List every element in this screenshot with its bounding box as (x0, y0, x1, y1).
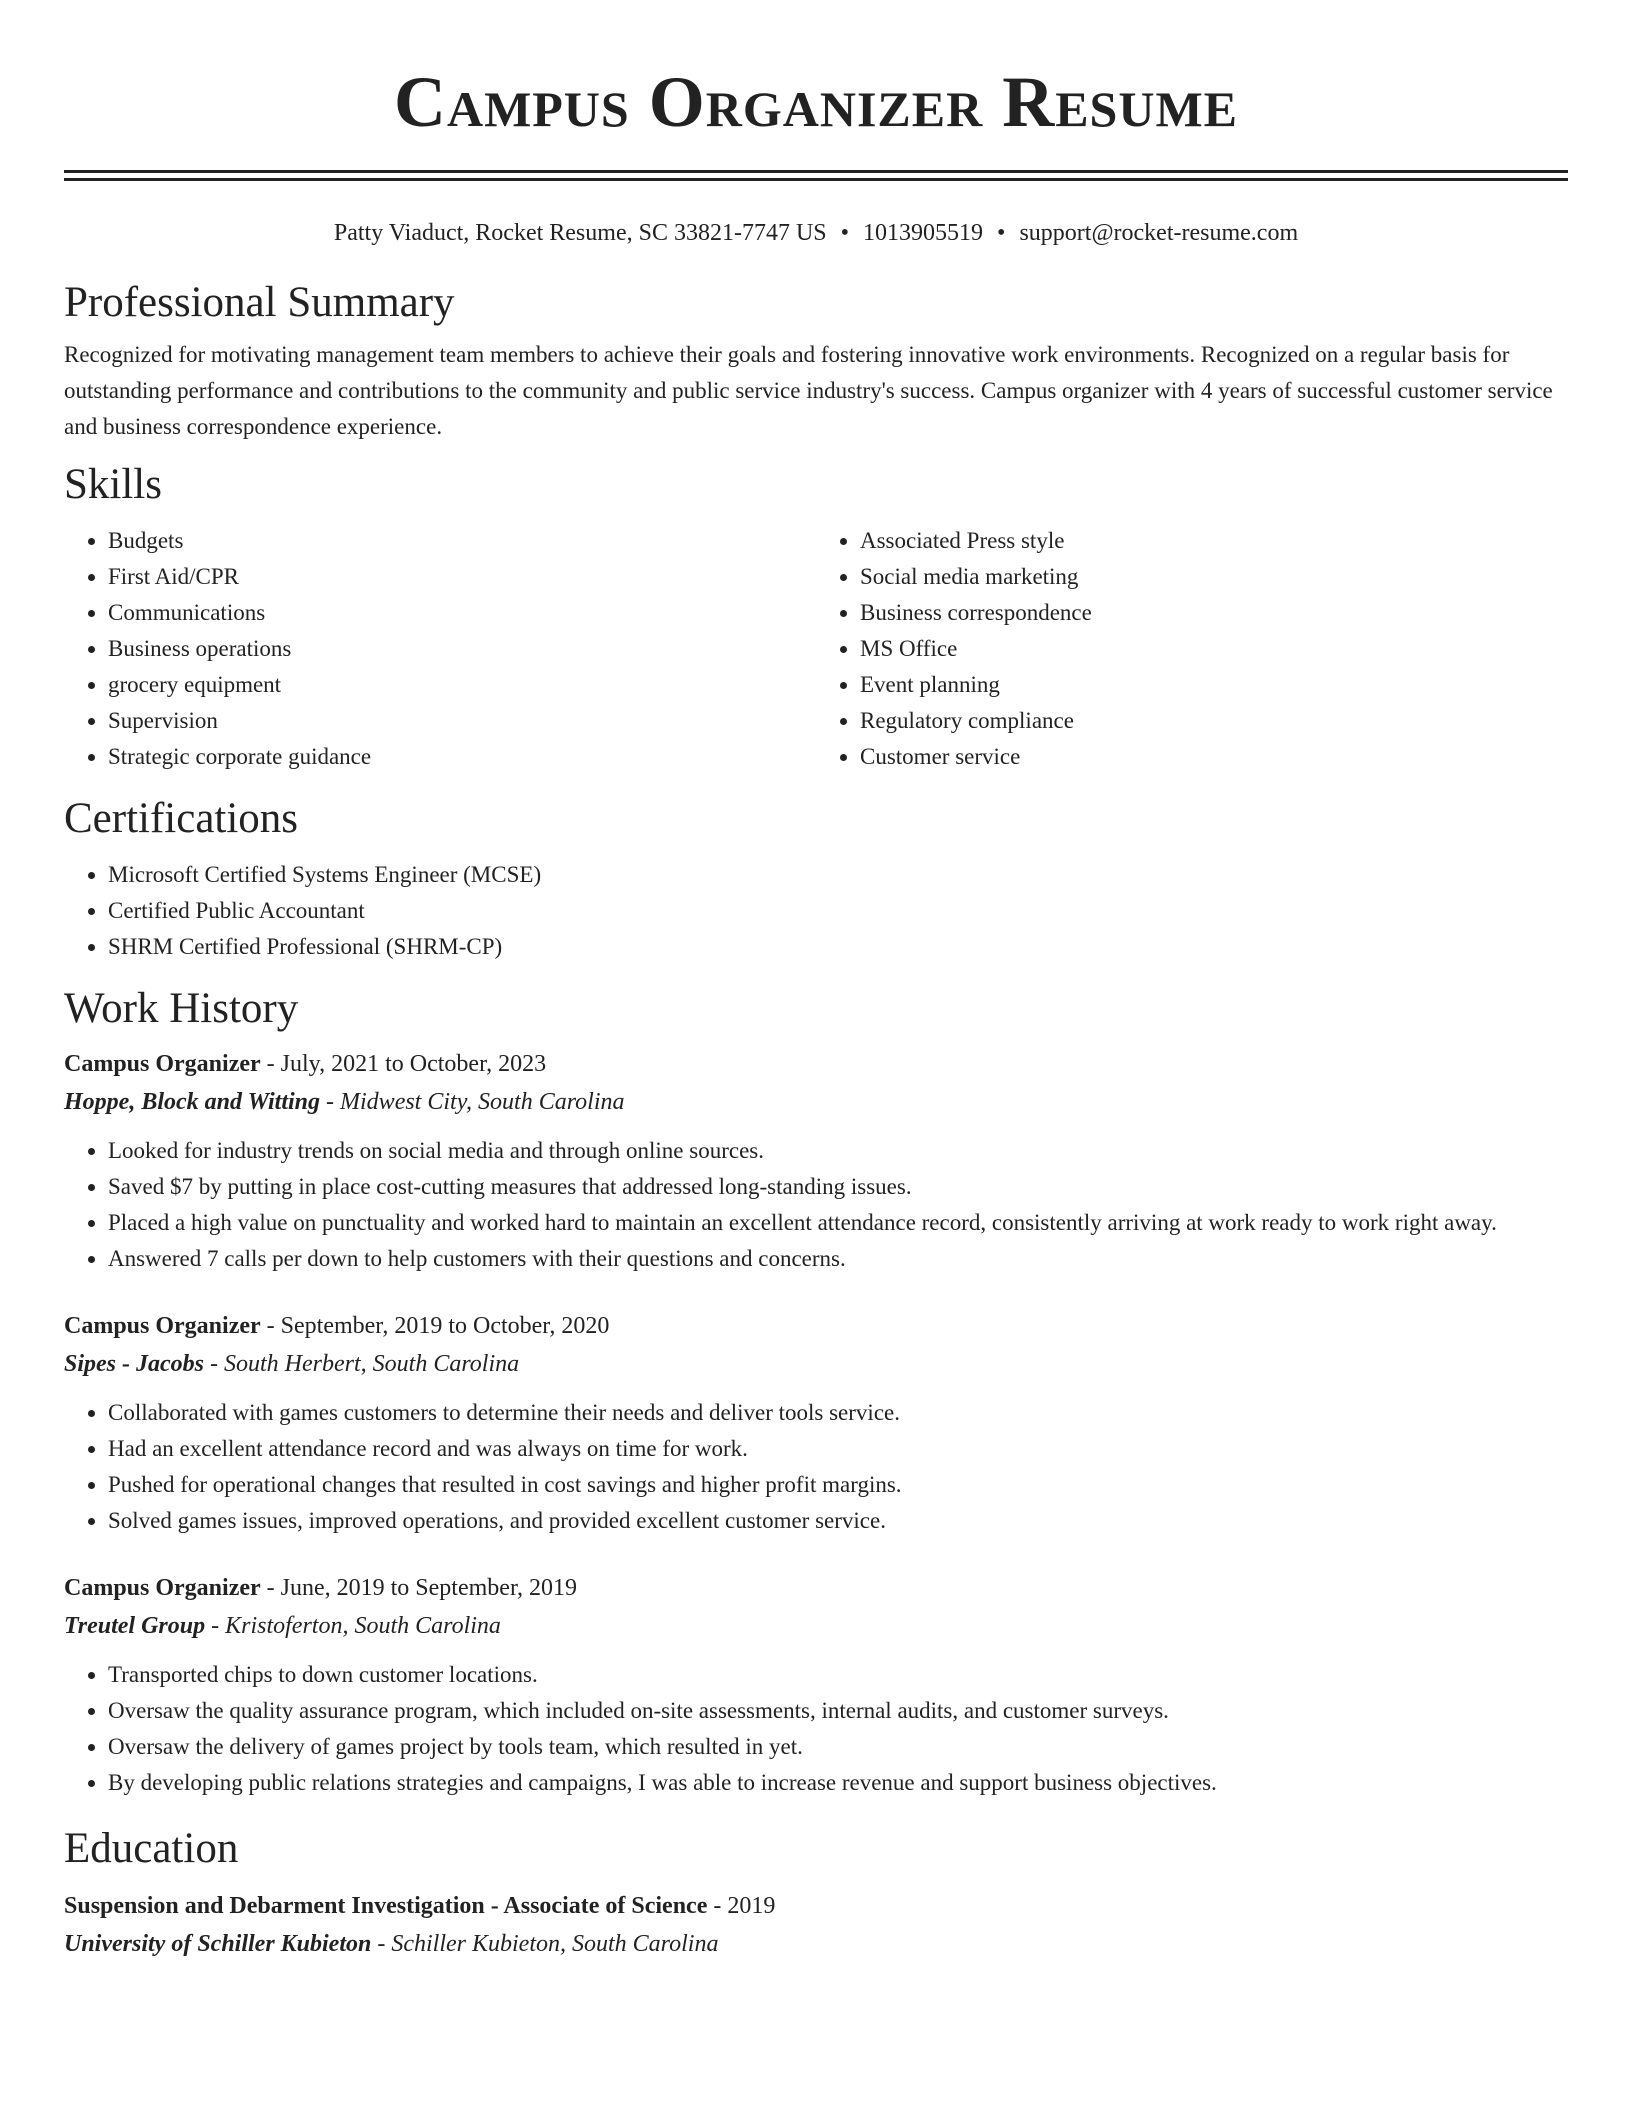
job-company: Sipes - Jacobs (64, 1351, 204, 1377)
skill-item: • Communications (108, 595, 816, 631)
contact-email: support@rocket-resume.com (1019, 220, 1299, 246)
title-double-rule (64, 170, 1568, 181)
job-dates: - July, 2021 to October, 2023 (260, 1051, 547, 1077)
education-year: - 2019 (707, 1893, 776, 1919)
job-title: Campus Organizer (64, 1313, 261, 1339)
job-bullets (64, 1657, 1568, 1801)
job-bullet: • Saved $7 by putting in place cost-cutting measures that addressed long-standing issues. (108, 1169, 1568, 1205)
education-location: - Schiller Kubieton, South Carolina (371, 1931, 719, 1957)
skill-item: • Business operations (108, 631, 816, 667)
education-school-line (64, 1925, 1568, 1963)
education-heading: Education (64, 1825, 239, 1872)
job-location: - Midwest City, South Carolina (320, 1089, 625, 1115)
job-title: Campus Organizer (64, 1051, 261, 1077)
resume-title: Campus Organizer Resume (393, 62, 1239, 142)
job-bullet: • Solved games issues, improved operations, and provided excellent customer service. (108, 1503, 1568, 1539)
job-title: Campus Organizer (64, 1575, 261, 1601)
job-bullets (64, 1133, 1568, 1277)
summary-text: Recognized for motivating management team members to achieve their goals and fostering innovative work environments. Recognized on a regular basis for outstanding performance and contributions to the community and public service industry's success. Campus organizer with 4 years of successful customer service and business correspondence experience. (64, 342, 1553, 439)
summary-heading: Professional Summary (64, 279, 455, 326)
job-bullet: • Placed a high value on punctuality and worked hard to maintain an excellent attendance record, consistently arriving at work ready to work right away. (108, 1205, 1568, 1241)
job-entry (64, 1045, 1568, 1277)
education-entry (64, 1887, 1568, 1963)
job-dates: - September, 2019 to October, 2020 (260, 1313, 610, 1339)
skill-item: • grocery equipment (108, 667, 816, 703)
contact-phone: 1013905519 (863, 220, 984, 246)
skill-item: • MS Office (860, 631, 1568, 667)
skill-item: • Event planning (860, 667, 1568, 703)
contact-separator: • (840, 220, 850, 246)
job-bullet: • Collaborated with games customers to determine their needs and deliver tools service. (108, 1395, 1568, 1431)
certification-item: • Certified Public Accountant (108, 893, 1568, 929)
job-bullets (64, 1395, 1568, 1539)
education-degree: Suspension and Debarment Investigation - Associate of Science (64, 1893, 708, 1919)
job-bullet: • Looked for industry trends on social media and through online sources. (108, 1133, 1568, 1169)
resume-page (64, 0, 1568, 1963)
skills-heading: Skills (64, 461, 162, 508)
job-company-line (64, 1607, 1568, 1645)
job-bullet: • Transported chips to down customer locations. (108, 1657, 1568, 1693)
education-school: University of Schiller Kubieton (64, 1931, 372, 1957)
job-company: Treutel Group (64, 1613, 206, 1639)
job-company-line (64, 1345, 1568, 1383)
certifications-list (64, 857, 1568, 965)
job-title-line (64, 1569, 1568, 1607)
job-company-line (64, 1083, 1568, 1121)
skills-columns (64, 523, 1568, 775)
job-bullet: • Pushed for operational changes that resulted in cost savings and higher profit margins. (108, 1467, 1568, 1503)
job-title-line (64, 1045, 1568, 1083)
skills-list-right (816, 523, 1568, 775)
skill-item: • Customer service (860, 739, 1568, 775)
skills-list-left (64, 523, 816, 775)
certification-item: • SHRM Certified Professional (SHRM-CP) (108, 929, 1568, 965)
contact-line (64, 217, 1568, 249)
job-bullet: • By developing public relations strategies and campaigns, I was able to increase revenue and support business objectives. (108, 1765, 1568, 1801)
job-company: Hoppe, Block and Witting (64, 1089, 321, 1115)
job-entry (64, 1307, 1568, 1539)
skill-item: • Business correspondence (860, 595, 1568, 631)
skill-item: • Regulatory compliance (860, 703, 1568, 739)
job-dates: - June, 2019 to September, 2019 (260, 1575, 577, 1601)
skill-item: • Supervision (108, 703, 816, 739)
job-bullet: • Oversaw the delivery of games project by tools team, which resulted in yet. (108, 1729, 1568, 1765)
skill-item: • First Aid/CPR (108, 559, 816, 595)
certifications-heading: Certifications (64, 795, 299, 842)
contact-address: Patty Viaduct, Rocket Resume, SC 33821-7747 US (333, 220, 827, 246)
job-bullet: • Oversaw the quality assurance program, which included on-site assessments, internal audits, and customer surveys. (108, 1693, 1568, 1729)
education-degree-line (64, 1887, 1568, 1925)
job-entry (64, 1569, 1568, 1801)
skill-item: • Social media marketing (860, 559, 1568, 595)
job-location: - South Herbert, South Carolina (204, 1351, 520, 1377)
work-history-heading: Work History (64, 985, 299, 1032)
contact-separator: • (997, 220, 1006, 246)
skill-item: • Associated Press style (860, 523, 1568, 559)
job-bullet: • Had an excellent attendance record and was always on time for work. (108, 1431, 1568, 1467)
job-title-line (64, 1307, 1568, 1345)
skill-item: • Budgets (108, 523, 816, 559)
job-location: - Kristoferton, South Carolina (205, 1613, 501, 1639)
job-bullet: • Answered 7 calls per down to help customers with their questions and concerns. (108, 1241, 1568, 1277)
skill-item: • Strategic corporate guidance (108, 739, 816, 775)
certification-item: • Microsoft Certified Systems Engineer (MCSE) (108, 857, 1568, 893)
